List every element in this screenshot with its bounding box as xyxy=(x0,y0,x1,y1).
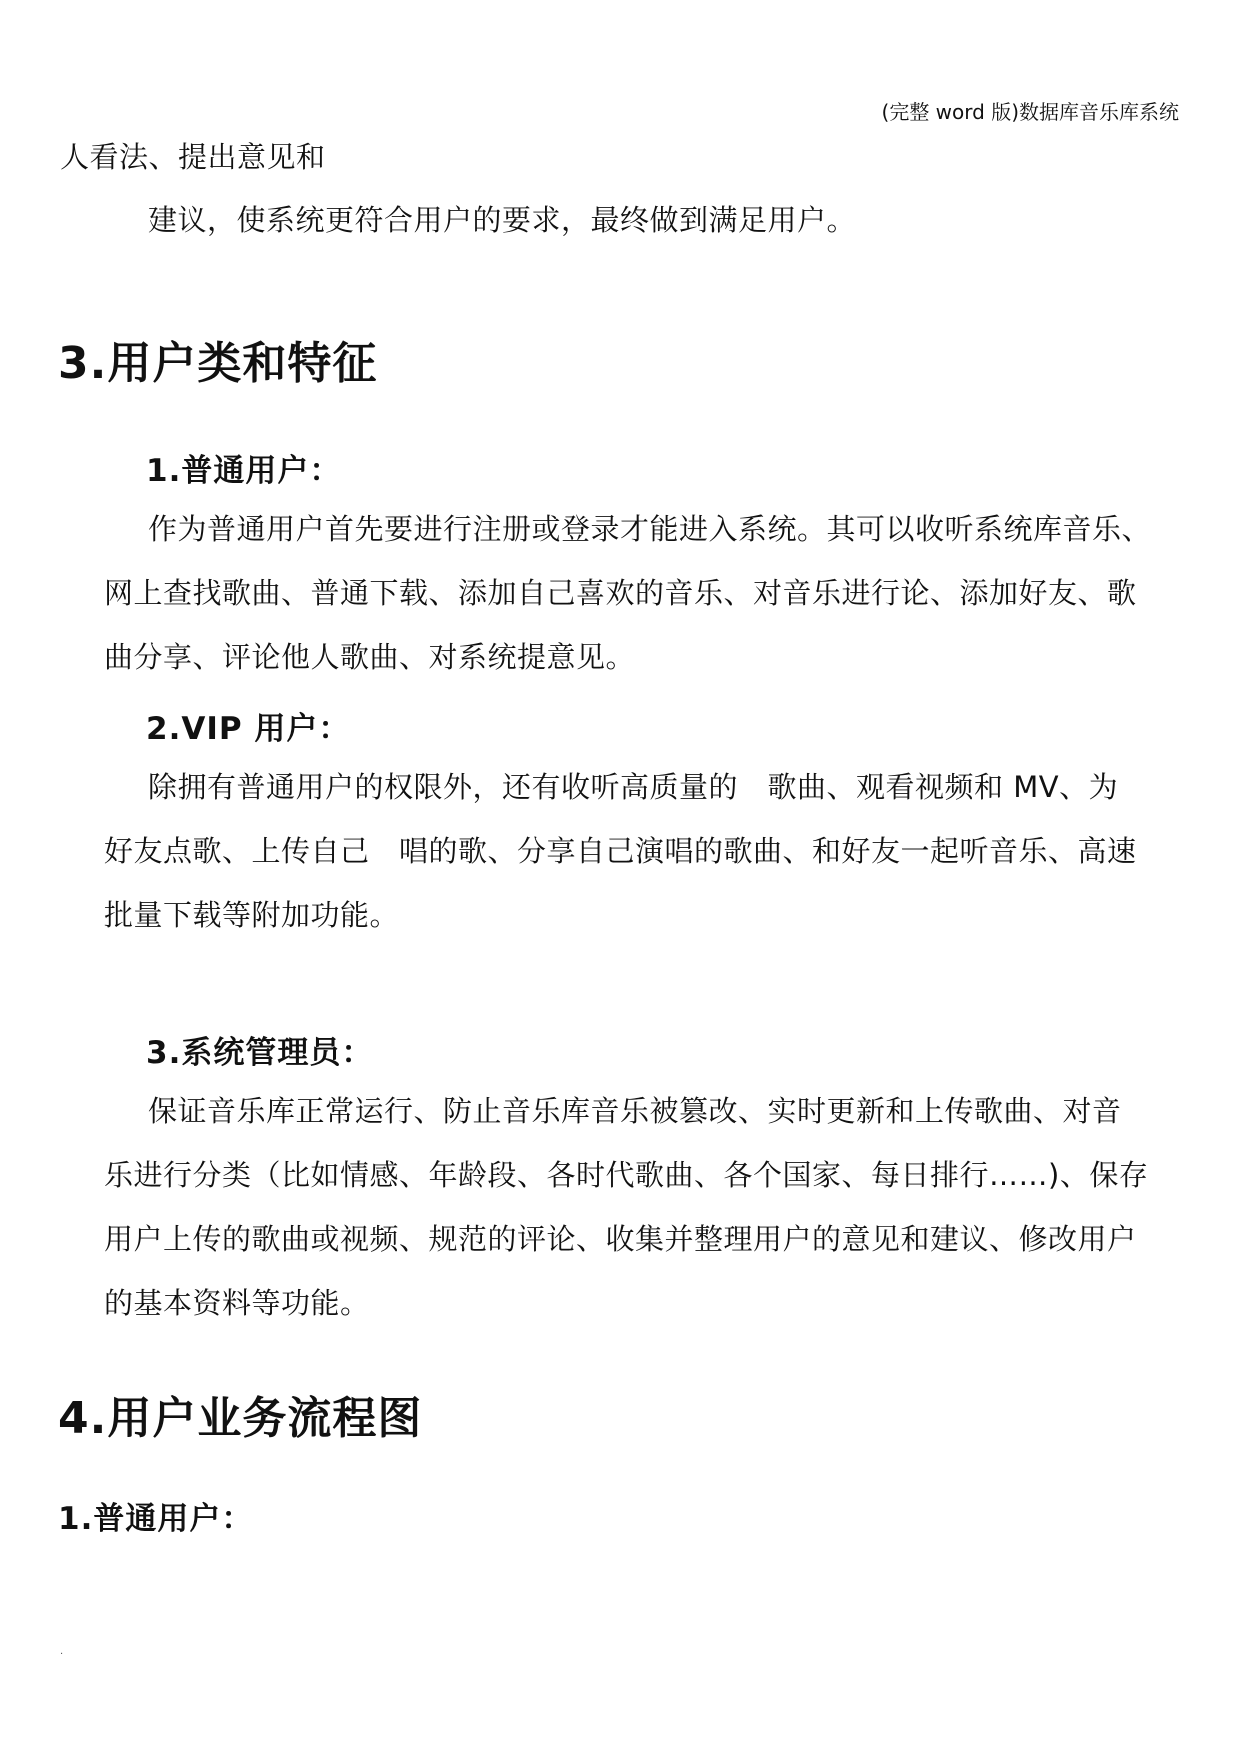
section-4-sub-heading: 1.普通用户： xyxy=(58,1501,254,1537)
vip-user-line-1: 除拥有普通用户的权限外，还有收听高质量的 歌曲、观看视频和 MV、为 xyxy=(148,770,1119,804)
section-3-title: 3.用户类和特征 xyxy=(58,338,378,389)
normal-user-line-1: 作为普通用户首先要进行注册或登录才能进入系统。其可以收听系统库音乐、 xyxy=(148,512,1152,546)
vip-user-line-2: 好友点歌、上传自己 唱的歌、分享自己演唱的歌曲、和好友一起听音乐、高速 xyxy=(104,834,1137,868)
admin-heading: 3.系统管理员： xyxy=(146,1035,374,1071)
normal-user-line-3: 曲分享、评论他人歌曲、对系统提意见。 xyxy=(104,640,636,674)
vip-user-heading: 2.VIP 用户： xyxy=(146,711,351,747)
normal-user-heading: 1.普通用户： xyxy=(146,453,342,489)
document-title-header: (完整 word 版)数据库音乐库系统 xyxy=(881,100,1179,124)
admin-line-2: 乐进行分类（比如情感、年龄段、各时代歌曲、各个国家、每日排行……)、保存 xyxy=(104,1158,1149,1192)
normal-user-line-2: 网上查找歌曲、普通下载、添加自己喜欢的音乐、对音乐进行论、添加好友、歌 xyxy=(104,576,1137,610)
admin-line-4: 的基本资料等功能。 xyxy=(104,1286,370,1320)
intro-line-1: 人看法、提出意见和 xyxy=(60,140,326,174)
admin-line-3: 用户上传的歌曲或视频、规范的评论、收集并整理用户的意见和建议、修改用户 xyxy=(104,1222,1137,1256)
admin-line-1: 保证音乐库正常运行、防止音乐库音乐被篡改、实时更新和上传歌曲、对音 xyxy=(148,1094,1122,1128)
vip-user-line-3: 批量下载等附加功能。 xyxy=(104,898,400,932)
section-4-title: 4.用户业务流程图 xyxy=(58,1393,423,1444)
intro-line-2: 建议，使系统更符合用户的要求，最终做到满足用户。 xyxy=(148,203,857,237)
footer-mark: . xyxy=(60,1646,64,1657)
